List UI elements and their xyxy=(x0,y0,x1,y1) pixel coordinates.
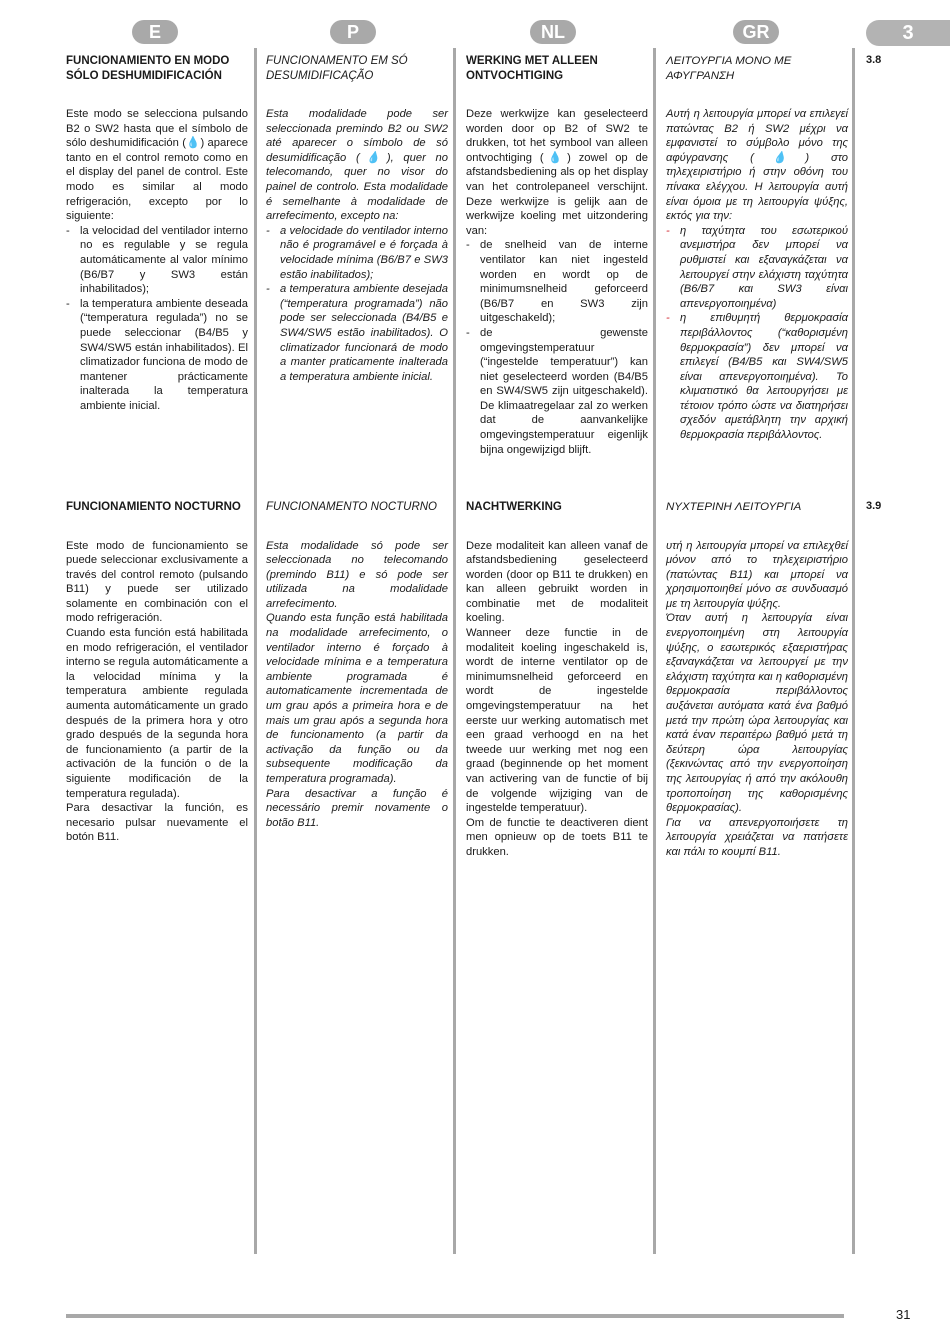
section-heading: NACHTWERKING xyxy=(466,501,562,513)
chapter-tab: 3 xyxy=(866,20,950,46)
paragraph: Este modo se selecciona pulsando B2 o SW2 hasta que el símbolo de sólo deshumidificación (💧) aparece tanto en el control remoto como en el display del panel de control. Este modo es similar al modo refrigeración, excepto por lo siguiente: xyxy=(66,108,248,223)
paragraph: Για να απενεργοποιήσετε τη λειτουργία χρειάζεται να πατήσετε και πάλι το κουμπί B11. xyxy=(666,816,848,858)
section-3-9-col-es xyxy=(66,500,248,845)
section-3-9-col-nl xyxy=(466,500,648,860)
footer-rule xyxy=(66,1314,844,1318)
lang-badge-e: E xyxy=(132,20,178,44)
section-3-9-col-gr xyxy=(666,500,848,860)
section-heading: ΛΕΙΤΟΥΡΓΙΑ ΜΟΝΟ ΜΕ ΑΦΥΓΡΑΝΣΗ xyxy=(666,55,792,82)
paragraph: Quando esta função está habilitada na modalidade arrefecimento, o ventilador interno é forçado à velocidade mínima e a temperatura ambiente programada é automaticamente incrementada de um grau após a primeira hora e de mais um grau após a segunda hora de funcionamento (a partir da activação da função ou da subsequente modificação da temperatura programada). xyxy=(266,612,448,785)
list-item: - η επιθυμητή θερμοκρασία περιβάλλοντος (“καθορισμένη θερμοκρασία”) δεν μπορεί να επιλεγεί (B4/B5 και SW4/SW5 είναι απενεργοποιημένα). Το κλιματιστικό θα λειτουργήσει με τέτοιον τρόπο ώστε να διατηρήσει σχεδόν αμετάβλητη την αρχική θερμοκρασία περιβάλλοντος. xyxy=(666,311,848,442)
page-number: 31 xyxy=(896,1307,911,1322)
lang-badge-p: P xyxy=(330,20,376,44)
section-3-8-col-nl xyxy=(466,54,648,457)
section-heading: FUNCIONAMENTO EM SÓ DESUMIDIFICAÇÃO xyxy=(266,55,408,82)
list-item: - de snelheid van de interne ventilator kan niet ingesteld worden en wordt op de minimumsnelheid geforceerd (B6/B7 en SW3 zijn uitgeschakeld); xyxy=(466,238,648,326)
section-heading: FUNCIONAMIENTO NOCTURNO xyxy=(66,501,241,513)
paragraph: Om de functie te deactiveren dient men opnieuw op de toets B11 te drukken. xyxy=(466,816,648,858)
section-heading: ΝΥΧΤΕΡΙΝΗ ΛΕΙΤΟΥΡΓΙΑ xyxy=(666,501,802,513)
paragraph: Para desactivar a função é necessário premir novamente o botão B11. xyxy=(266,787,448,829)
column-divider xyxy=(453,48,456,1254)
column-divider xyxy=(254,48,257,1254)
section-3-8-col-pt xyxy=(266,54,448,384)
section-3-8-col-es xyxy=(66,54,248,413)
section-heading: FUNCIONAMIENTO EN MODO SÓLO DESHUMIDIFICACIÓN xyxy=(66,55,230,82)
section-heading: FUNCIONAMENTO NOCTURNO xyxy=(266,501,438,513)
section-3-9-col-pt xyxy=(266,500,448,830)
section-heading: WERKING MET ALLEEN ONTVOCHTIGING xyxy=(466,55,598,82)
section-3-8-col-gr xyxy=(666,54,848,443)
column-divider xyxy=(852,48,855,1254)
section-number: 3.8 xyxy=(866,54,882,66)
lang-badge-gr: GR xyxy=(733,20,779,44)
paragraph: Cuando esta función está habilitada en modo refrigeración, el ventilador interno se regula automáticamente a la velocidad mínima y la temperatura ambiente regulada aumenta automáticamente un grado después de la primera hora y otro grado después de la segunda hora de funcionamiento (a partir de la activación de la función o de la siguiente modificación de la temperatura regulada). xyxy=(66,627,248,800)
paragraph: Wanneer deze functie in de modaliteit koeling ingeschakeld is, wordt de interne ventilator op de minimumsnelheid geforceerd en wordt de ingestelde omgevingstemperatuur na het eerste uur werking automatisch met een graad verhoogd en na het tweede uur werking met nog een graad (beginnende op het moment van activering van de functie of bij de volgende wijziging van de ingestelde temperatuur). xyxy=(466,627,648,815)
paragraph: Este modo de funcionamiento se puede seleccionar exclusivamente a través del control remoto (pulsando B11) y puede ser utilizado solamente en combinación con el modo refrigeración. xyxy=(66,539,248,625)
list-item: - la temperatura ambiente deseada (“temperatura regulada”) no se puede seleccionar (B4/B5 y SW4/SW5 están inhabilitados). El climatizador funciona de modo de mantener prácticamente inalterada la temperatura ambiente inicial. xyxy=(66,297,248,414)
paragraph: Deze modaliteit kan alleen vanaf de afstandsbediening geselecteerd worden (door op B11 te drukken) en kan alleen gebruikt worden in combinatie met de modaliteit koeling. xyxy=(466,539,648,625)
lang-badge-nl: NL xyxy=(530,20,576,44)
section-number: 3.9 xyxy=(866,500,882,512)
list-item: - η ταχύτητα του εσωτερικού ανεμιστήρα δεν μπορεί να ρυθμιστεί και εξαναγκάζεται να λειτουργεί στην ελάχιστη ταχύτητα (B6/B7 και SW3 είναι απενεργοποιημένα) xyxy=(666,224,848,312)
list-item: - a temperatura ambiente desejada (“temperatura programada”) não pode ser seleccionada (B4/B5 e SW4/SW5 estão inabilitados). O climatizador funcionará de modo a manter praticamente inalterada a temperatura ambiente inicial. xyxy=(266,282,448,384)
list-item: - a velocidade do ventilador interno não é programável e é forçada à velocidade mínima (B6/B7 e SW3 estão inabilitados); xyxy=(266,224,448,282)
paragraph: Αυτή η λειτουργία μπορεί να επιλεγεί πατώντας B2 ή SW2 μέχρι να εμφανιστεί το σύμβολο μόνο της αφύγρανσης (💧) στο τηλεχειριστήριο ή στην οθόνη του πίνακα ελέγχου. Η λειτουργία αυτή είναι όμοια με τη λειτουργία ψύξης, εκτός για την: xyxy=(666,108,848,223)
list-item: - la velocidad del ventilador interno no es regulable y se regula automáticamente al valor mínimo (B6/B7 y SW3 están inhabilitados); xyxy=(66,224,248,297)
column-divider xyxy=(653,48,656,1254)
paragraph: Deze werkwijze kan geselecteerd worden door op B2 of SW2 te drukken, tot het symbool van alleen ontvochtiging (💧) zowel op de afstandsbediening als op het display van het controlepaneel verschijnt. Deze werkwijze is gelijk aan de werkwijze koeling met uitzondering van: xyxy=(466,108,648,237)
list-item: - de gewenste omgevingstemperatuur (“ingestelde temperatuur”) kan niet geselecteerd worden (B4/B5 en SW4/SW5 zijn uitgeschakeld). De klimaatregelaar zal zo werken dat de aanvankelijke omgevingstemperatuur eigenlijk bijna ongewijzigd blijft. xyxy=(466,326,648,457)
paragraph: Para desactivar la función, es necesario pulsar nuevamente el botón B11. xyxy=(66,802,248,844)
paragraph: Esta modalidade só pode ser seleccionada no telecomando (premindo B11) e só pode ser utilizada na modalidade arrefecimento. xyxy=(266,539,448,610)
paragraph: Όταν αυτή η λειτουργία είναι ενεργοποιημένη στη λειτουργία ψύξης, ο εσωτερικός εξαεριστήρας εξαναγκάζεται να λειτουργεί με την ελάχιστη ταχύτητα και η καθορισμένη θερμοκρασία περιβάλλοντος αυξάνεται αυτόματα κατά ένα βαθμό μετά την πρώτη ώρα λειτουργίας και κατά έναν περαιτέρω βαθμό μετά τη δεύτερη ώρα λειτουργίας (ξεκινώντας από την ενεργοποίηση της λειτουργίας ή από την ακόλουθη τροποποίηση της καθορισμένης θερμοκρασίας). xyxy=(666,612,848,815)
paragraph: υτή η λειτουργία μπορεί να επιλεχθεί μόνον από το τηλεχειριστήριο (πατώντας B11) και μπορεί να χρησιμοποιηθεί μόνο σε συνδυασμό με τη λειτουργία ψύξης. xyxy=(666,539,848,610)
paragraph: Esta modalidade pode ser seleccionada premindo B2 ou SW2 até aparecer o símbolo de só desumidificação (💧), quer no telecomando, quer no visor do painel de controlo. Esta modalidade é semelhante à modalidade de arrefecimento, excepto na: xyxy=(266,108,448,223)
